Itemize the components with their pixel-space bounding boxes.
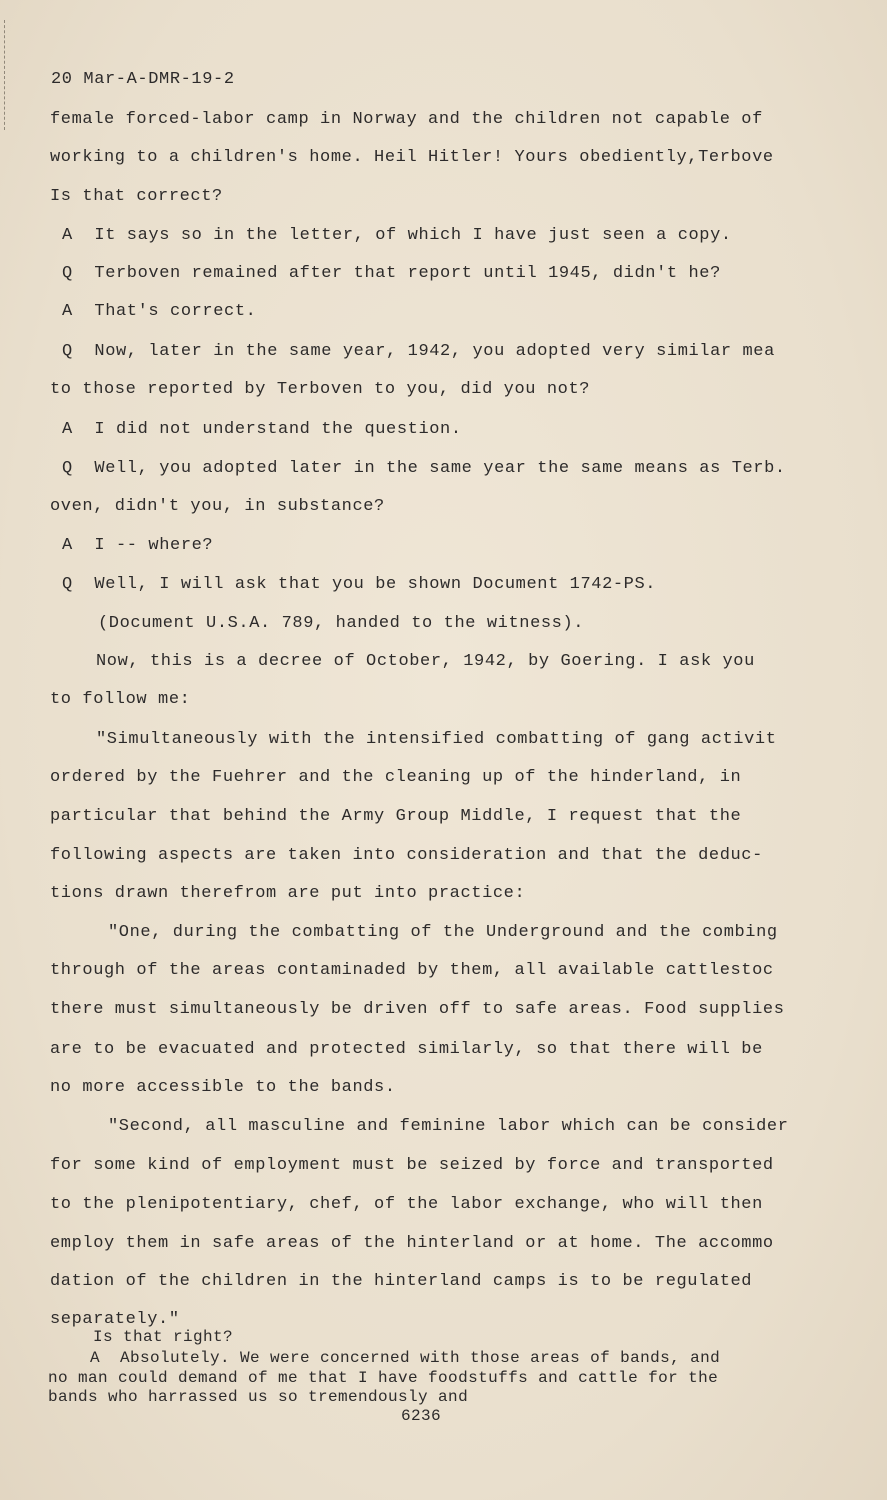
- transcript-line: for some kind of employment must be seized by force and transported: [50, 1156, 774, 1175]
- transcript-line: working to a children's home. Heil Hitler! Yours obediently,Terbove: [50, 148, 774, 167]
- transcript-line: female forced-labor camp in Norway and the children not capable of: [50, 110, 763, 129]
- transcript-line: through of the areas contaminaded by them, all available cattlestoc: [50, 961, 774, 980]
- transcript-line: to those reported by Terboven to you, did you not?: [50, 380, 591, 399]
- transcript-line: following aspects are taken into consideration and that the deduc-: [50, 846, 763, 865]
- transcript-line: bands who harrassed us so tremendously and: [48, 1388, 469, 1406]
- transcript-line: "One, during the combatting of the Underground and the combing: [108, 923, 778, 942]
- transcript-line: to the plenipotentiary, chef, of the labor exchange, who will then: [50, 1195, 763, 1214]
- transcript-line: Q Now, later in the same year, 1942, you adopted very similar mea: [62, 342, 775, 361]
- transcript-line: Is that right?: [93, 1328, 234, 1346]
- transcript-line: separately.": [50, 1310, 180, 1329]
- transcript-line: dation of the children in the hinterland camps is to be regulated: [50, 1272, 753, 1291]
- page-number: 6236: [401, 1407, 442, 1425]
- transcript-line: A That's correct.: [62, 302, 257, 321]
- transcript-line: "Simultaneously with the intensified combatting of gang activit: [96, 730, 777, 749]
- transcript-line: no man could demand of me that I have foodstuffs and cattle for the: [48, 1369, 719, 1387]
- transcript-line: A Absolutely. We were concerned with those areas of bands, and: [90, 1349, 721, 1367]
- transcript-line: no more accessible to the bands.: [50, 1078, 396, 1097]
- transcript-line: A I did not understand the question.: [62, 420, 462, 439]
- transcript-line: Q Well, you adopted later in the same year the same means as Terb.: [62, 459, 786, 478]
- transcript-line: "Second, all masculine and feminine labor which can be consider: [108, 1117, 789, 1136]
- transcript-line: A It says so in the letter, of which I have just seen a copy.: [62, 226, 732, 245]
- transcript-line: Is that correct?: [50, 187, 223, 206]
- transcript-line: ordered by the Fuehrer and the cleaning up of the hinderland, in: [50, 768, 742, 787]
- page-header: 20 Mar-A-DMR-19-2: [51, 70, 235, 89]
- transcript-line: there must simultaneously be driven off to safe areas. Food supplies: [50, 1000, 785, 1019]
- transcript-line: particular that behind the Army Group Middle, I request that the: [50, 807, 742, 826]
- transcript-line: (Document U.S.A. 789, handed to the witness).: [98, 614, 585, 633]
- transcript-line: Q Well, I will ask that you be shown Document 1742-PS.: [62, 575, 657, 594]
- transcript-line: Q Terboven remained after that report until 1945, didn't he?: [62, 264, 721, 283]
- transcript-line: Now, this is a decree of October, 1942, by Goering. I ask you: [96, 652, 755, 671]
- transcript-line: tions drawn therefrom are put into practice:: [50, 884, 526, 903]
- transcript-line: A I -- where?: [62, 536, 214, 555]
- transcript-line: oven, didn't you, in substance?: [50, 497, 385, 516]
- transcript-line: employ them in safe areas of the hinterland or at home. The accommo: [50, 1234, 774, 1253]
- transcript-line: are to be evacuated and protected similarly, so that there will be: [50, 1040, 763, 1059]
- transcript-line: to follow me:: [50, 690, 191, 709]
- margin-mark: [4, 20, 7, 130]
